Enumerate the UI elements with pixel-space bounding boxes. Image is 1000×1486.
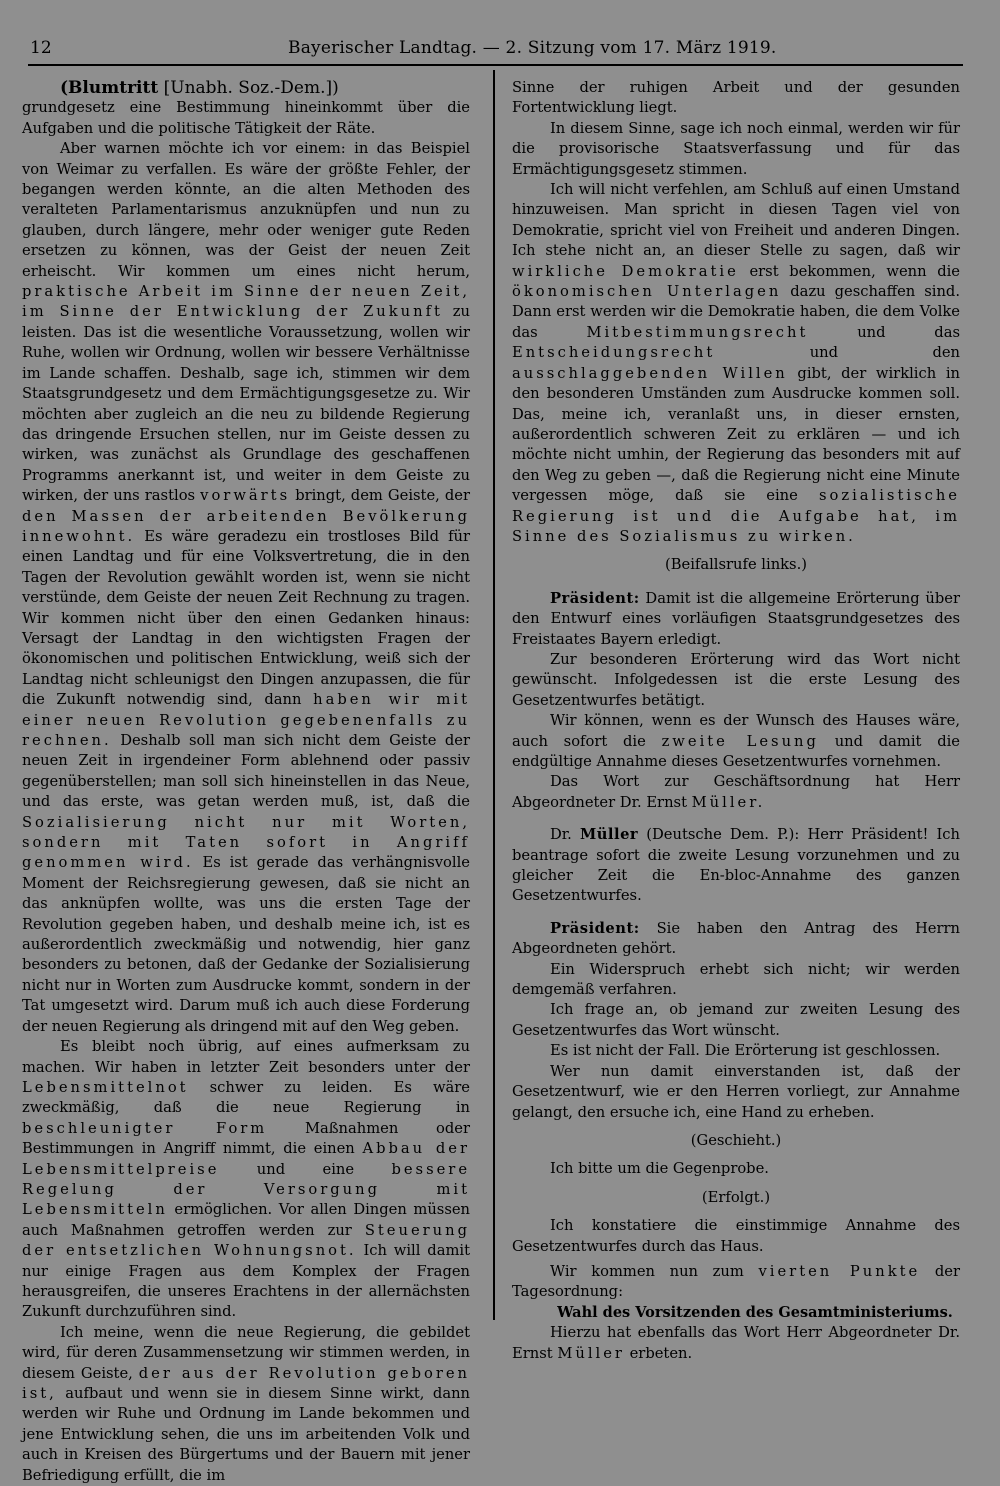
paragraph: Sinne der ruhigen Arbeit und der gesunden Fortentwicklung liegt.	[512, 79, 960, 117]
text-run: erst bekommen, wenn die	[749, 262, 960, 280]
paragraph	[512, 919, 960, 960]
text-run: und damit die endgültige Annahme dieses Gesetzentwurfes vornehmen.	[512, 732, 960, 770]
text-run: und das	[857, 323, 960, 341]
text-run: Ich meine, wenn die neue Regierung, die gebildet wird, für deren Zusammensetzung wir stimmen werden, in diesem Geiste,	[22, 1323, 470, 1382]
text-run: Wir kommen nun zum	[550, 1262, 744, 1280]
text-run: Das Wort zur Geschäftsordnung hat Herr Abgeordneter Dr. Ernst	[512, 773, 960, 811]
paragraph: Ich bitte um die Gegenprobe.	[550, 1160, 769, 1178]
speaker-heading	[22, 78, 470, 98]
spaced-text: den Massen der arbeitenden Bevölkerung innewohnt.	[22, 507, 470, 545]
spaced-text: Mitbestimmungsrecht	[586, 323, 809, 341]
paragraph: Es ist nicht der Fall. Die Erörterung ist geschlossen.	[550, 1042, 941, 1060]
text-run: dazu geschaffen sind. Dann erst werden wir die Demokratie haben, die dem Volke das	[512, 283, 960, 341]
text-run: Deshalb soll man sich nicht dem Geiste der neuen Zeit in irgendeiner Form ablehnend oder passiv gegenüberstellen; man soll sich hineinstellen in das Neue, und das erste, was getan werden muß, ist, daß die	[22, 732, 471, 811]
speaker-name: (Blumtritt	[60, 78, 159, 98]
speaker-president: Präsident:	[550, 919, 640, 937]
spaced-text: bessere Regelung der Versorgung mit Lebensmitteln	[22, 1160, 471, 1219]
paragraph: In diesem Sinne, sage ich noch einmal, werden wir für die provisorische Staatsverfassung und für das Ermächtigungsgesetz stimmen.	[512, 119, 960, 178]
procedure-note: (Geschieht.)	[690, 1131, 782, 1149]
section-title: Wahl des Vorsitzenden des Gesamtministeriums.	[557, 1303, 953, 1321]
text-run: Maßnahmen oder Bestimmungen in Angriff nimmt, die einen	[22, 1119, 470, 1158]
paragraph	[512, 825, 960, 907]
spaced-text: Müller.	[691, 793, 766, 811]
text-run: Es bleibt noch übrig, auf eines aufmerksam zu machen. Wir haben in letzter Zeit besonders unter der	[22, 1038, 470, 1076]
paragraph: Zur besonderen Erörterung wird das Wort nicht gewünscht. Infolgedessen ist die erste Lesung des Gesetzentwurfes betätigt.	[512, 650, 960, 709]
paragraph	[512, 772, 960, 813]
text-run: Es ist gerade das verhängnisvolle Moment der Reichsregierung gewesen, daß sie nicht an das anknüpfen wollte, was uns die ersten Tage der Revolution gegeben haben, und deshalb meine ich, ist es außerordentlich zweckmäßig und notwendig, hier ganz besonders zu betonen, daß der Gedanke der Sozialisierung nicht nur in Worten zum Ausdrucke kommt, sondern in der Tat umgesetzt wird. Darum muß ich auch diese Forderung der neuen Regierung als dringend mit auf den Weg geben.	[22, 854, 470, 1035]
page-number: 12	[30, 38, 52, 58]
paragraph	[22, 1037, 470, 1323]
text-run: Ich will damit nur einige Fragen aus dem Komplex der Fragen herausgreifen, die unseres Erachtens in der allernächsten Zukunft durchzuführen sind.	[22, 1242, 470, 1321]
text-run: bringt, dem Geiste, der	[295, 487, 471, 505]
text-run: Dr.	[550, 826, 572, 844]
paragraph	[512, 1262, 960, 1303]
spaced-text: ökonomischen Unterlagen	[512, 283, 782, 301]
spaced-text: Sozialisierung nicht nur mit Worten, sondern mit Taten sofort in Angriff genommen wird.	[22, 813, 470, 872]
text-run: (Deutsche Dem. P.): Herr Präsident! Ich beantrage sofort die zweite Lesung vorzunehmen und zu gleicher Zeit die En-bloc-Annahme des ganzen Gesetzentwurfes.	[512, 826, 960, 905]
paragraph: Ich frage an, ob jemand zur zweiten Lesung des Gesetzentwurfes das Wort wünscht.	[512, 1001, 960, 1039]
speaker-president: Präsident:	[550, 589, 640, 607]
text-run: erbeten.	[629, 1344, 693, 1362]
paragraph: Ich konstatiere die einstimmige Annahme des Gesetzentwurfes durch das Haus.	[512, 1217, 960, 1255]
header-rule	[28, 64, 963, 66]
paragraph	[512, 180, 960, 547]
text-run: und den	[809, 344, 961, 362]
spaced-text: haben wir mit einer neuen Revolution gegebenenfalls zu rechnen.	[22, 691, 471, 749]
left-column	[22, 78, 470, 1486]
paragraph	[512, 589, 960, 650]
text-run: Ich will nicht verfehlen, am Schluß auf einen Umstand hinzuweisen. Man spricht in diesen Tagen viel von Demokratie, spricht viel von Freiheit und anderen Dingen. Ich stehe nicht an, an dieser Stelle zu sagen, daß wir	[512, 181, 960, 260]
text-run: und eine	[256, 1160, 355, 1178]
paragraph: Ein Widerspruch erhebt sich nicht; wir werden demgemäß verfahren.	[512, 960, 960, 999]
spaced-text: sozialistische Regierung ist und die Aufgabe hat, im Sinne des Sozialismus zu wirken.	[512, 487, 960, 545]
text-run: Es wäre geradezu ein trostloses Bild für einen Landtag und für eine Volksvertretung, die in den Tagen der Revolution gewählt worden ist, wenn sie nicht verstünde, dem Geiste der neuen Zeit Rechnung zu tragen. Wir kommen nicht über den einen Gedanken hinaus: Versagt der Landtag in den wichtigsten Fragen der ökonomischen und politischen Entwicklung, weiß sich der Landtag nicht schleunigst den Dingen anzupassen, die für die Zukunft notwendig sind, dann	[22, 527, 470, 709]
paragraph	[512, 711, 960, 772]
text-run: Hierzu hat ebenfalls das Wort Herr Abgeordneter Dr. Ernst	[512, 1324, 960, 1362]
spaced-text: vierten Punkte	[758, 1262, 921, 1280]
text-run: ermöglichen. Vor allen Dingen müssen auch Maßnahmen getroffen werden zur	[22, 1201, 471, 1239]
paragraph	[22, 1323, 470, 1486]
text-run: schwer zu leiden. Es wäre zweckmäßig, daß die neue Regierung in	[22, 1078, 470, 1117]
paragraph	[22, 139, 470, 1037]
spaced-text: wirkliche Demokratie	[512, 262, 739, 280]
text-run: Damit ist die allgemeine Erörterung über den Entwurf eines vorläufigen Staatsgrundgesetzes des Freistaates Bayern erledigt.	[512, 589, 961, 648]
text-run: gibt, der wirklich in den besonderen Umständen zum Ausdrucke kommen soll. Das, meine ich, veranlaßt uns, in dieser ernsten, außerordentlich schweren Zeit zu erklären — und ich möchte nicht umhin, der Regierung das besonders mit auf den Weg zu geben —, daß die Regierung nicht eine Minute vergessen möge, daß sie eine	[512, 364, 960, 505]
running-title: Bayerischer Landtag. — 2. Sitzung vom 17. März 1919.	[288, 38, 777, 58]
spaced-text: zweite Lesung	[661, 732, 819, 750]
spaced-text: beschleunigter Form	[22, 1119, 268, 1137]
spaced-text: Müller	[557, 1344, 625, 1362]
procedure-note: (Erfolgt.)	[701, 1188, 771, 1206]
spaced-text: Abbau der Lebensmittelpreise	[22, 1140, 470, 1178]
spaced-text: der aus der Revolution geboren ist,	[22, 1364, 471, 1402]
text-run: Wir können, wenn es der Wunsch des Hauses wäre, auch sofort die	[512, 712, 960, 750]
spaced-text: vorwärts	[200, 487, 291, 505]
spaced-text: Lebensmittelnot	[22, 1078, 189, 1096]
spaced-text: ausschlaggebenden Willen	[512, 364, 788, 382]
applause-note: (Beifallsrufe links.)	[664, 556, 807, 574]
spaced-text: Entscheidungsrecht	[512, 344, 716, 362]
text-run: Aber warnen möchte ich vor einem: in das Beispiel von Weimar zu verfallen. Es wäre der größte Fehler, der begangen werden könnte, an die alten Methoden des veralteten Parlamentarismus anzuknüpfen und nun zu glauben, durch längere, mehr oder weniger gute Reden ersetzen zu können, was der Geist der neuen Zeit erheischt. Wir kommen um eines nicht herum,	[22, 140, 470, 280]
speaker-party: [Unabh. Soz.-Dem.])	[163, 78, 339, 98]
running-header	[30, 36, 960, 60]
column-divider	[493, 70, 495, 1320]
right-column	[512, 78, 960, 1364]
speaker-mueller: Müller	[579, 826, 639, 844]
text-run: zu leisten. Das ist die wesentliche Voraussetzung, wollen wir Ruhe, wollen wir Ordnung, wollen wir bessere Verhältnisse im Lande schaffen. Deshalb, sage ich, stimmen wir dem Staatsgrundgesetz und dem Ermächtigungsgesetze zu. Wir möchten aber zugleich an die neu zu bildende Regierung das dringende Ersuchen stellen, nur im Geiste dessen zu wirken, was zunächst als Grundlage des geschaffenen Programms anerkannt ist, und weiter in dem Geiste zu wirken, der uns rastlos	[22, 303, 470, 505]
spaced-text: Steuerung der entsetzlichen Wohnungsnot.	[22, 1221, 470, 1260]
paragraph: Wer nun damit einverstanden ist, daß der Gesetzentwurf, wie er den Herren vorliegt, zur Annahme gelangt, den ersuche ich, eine Hand zu erheben.	[512, 1062, 960, 1121]
text-run: aufbaut und wenn sie in diesem Sinne wirkt, dann werden wir Ruhe und Ordnung im Lande bekommen und jene Entwicklung sehen, die uns im arbeitenden Volk und auch in Kreisen des Bürgertums und der Bauern mit jener Befriedigung erfüllt, die im	[22, 1385, 470, 1484]
paragraph: grundgesetz eine Bestimmung hineinkommt über die Aufgaben und die politische Tätigkeit der Räte.	[22, 99, 470, 137]
spaced-text: praktische Arbeit im Sinne der neuen Zeit, im Sinne der Entwicklung der Zukunft	[22, 283, 470, 321]
text-run: der Tagesordnung:	[512, 1262, 961, 1301]
text-run: Sie haben den Antrag des Herrn Abgeordneten gehört.	[512, 919, 960, 958]
